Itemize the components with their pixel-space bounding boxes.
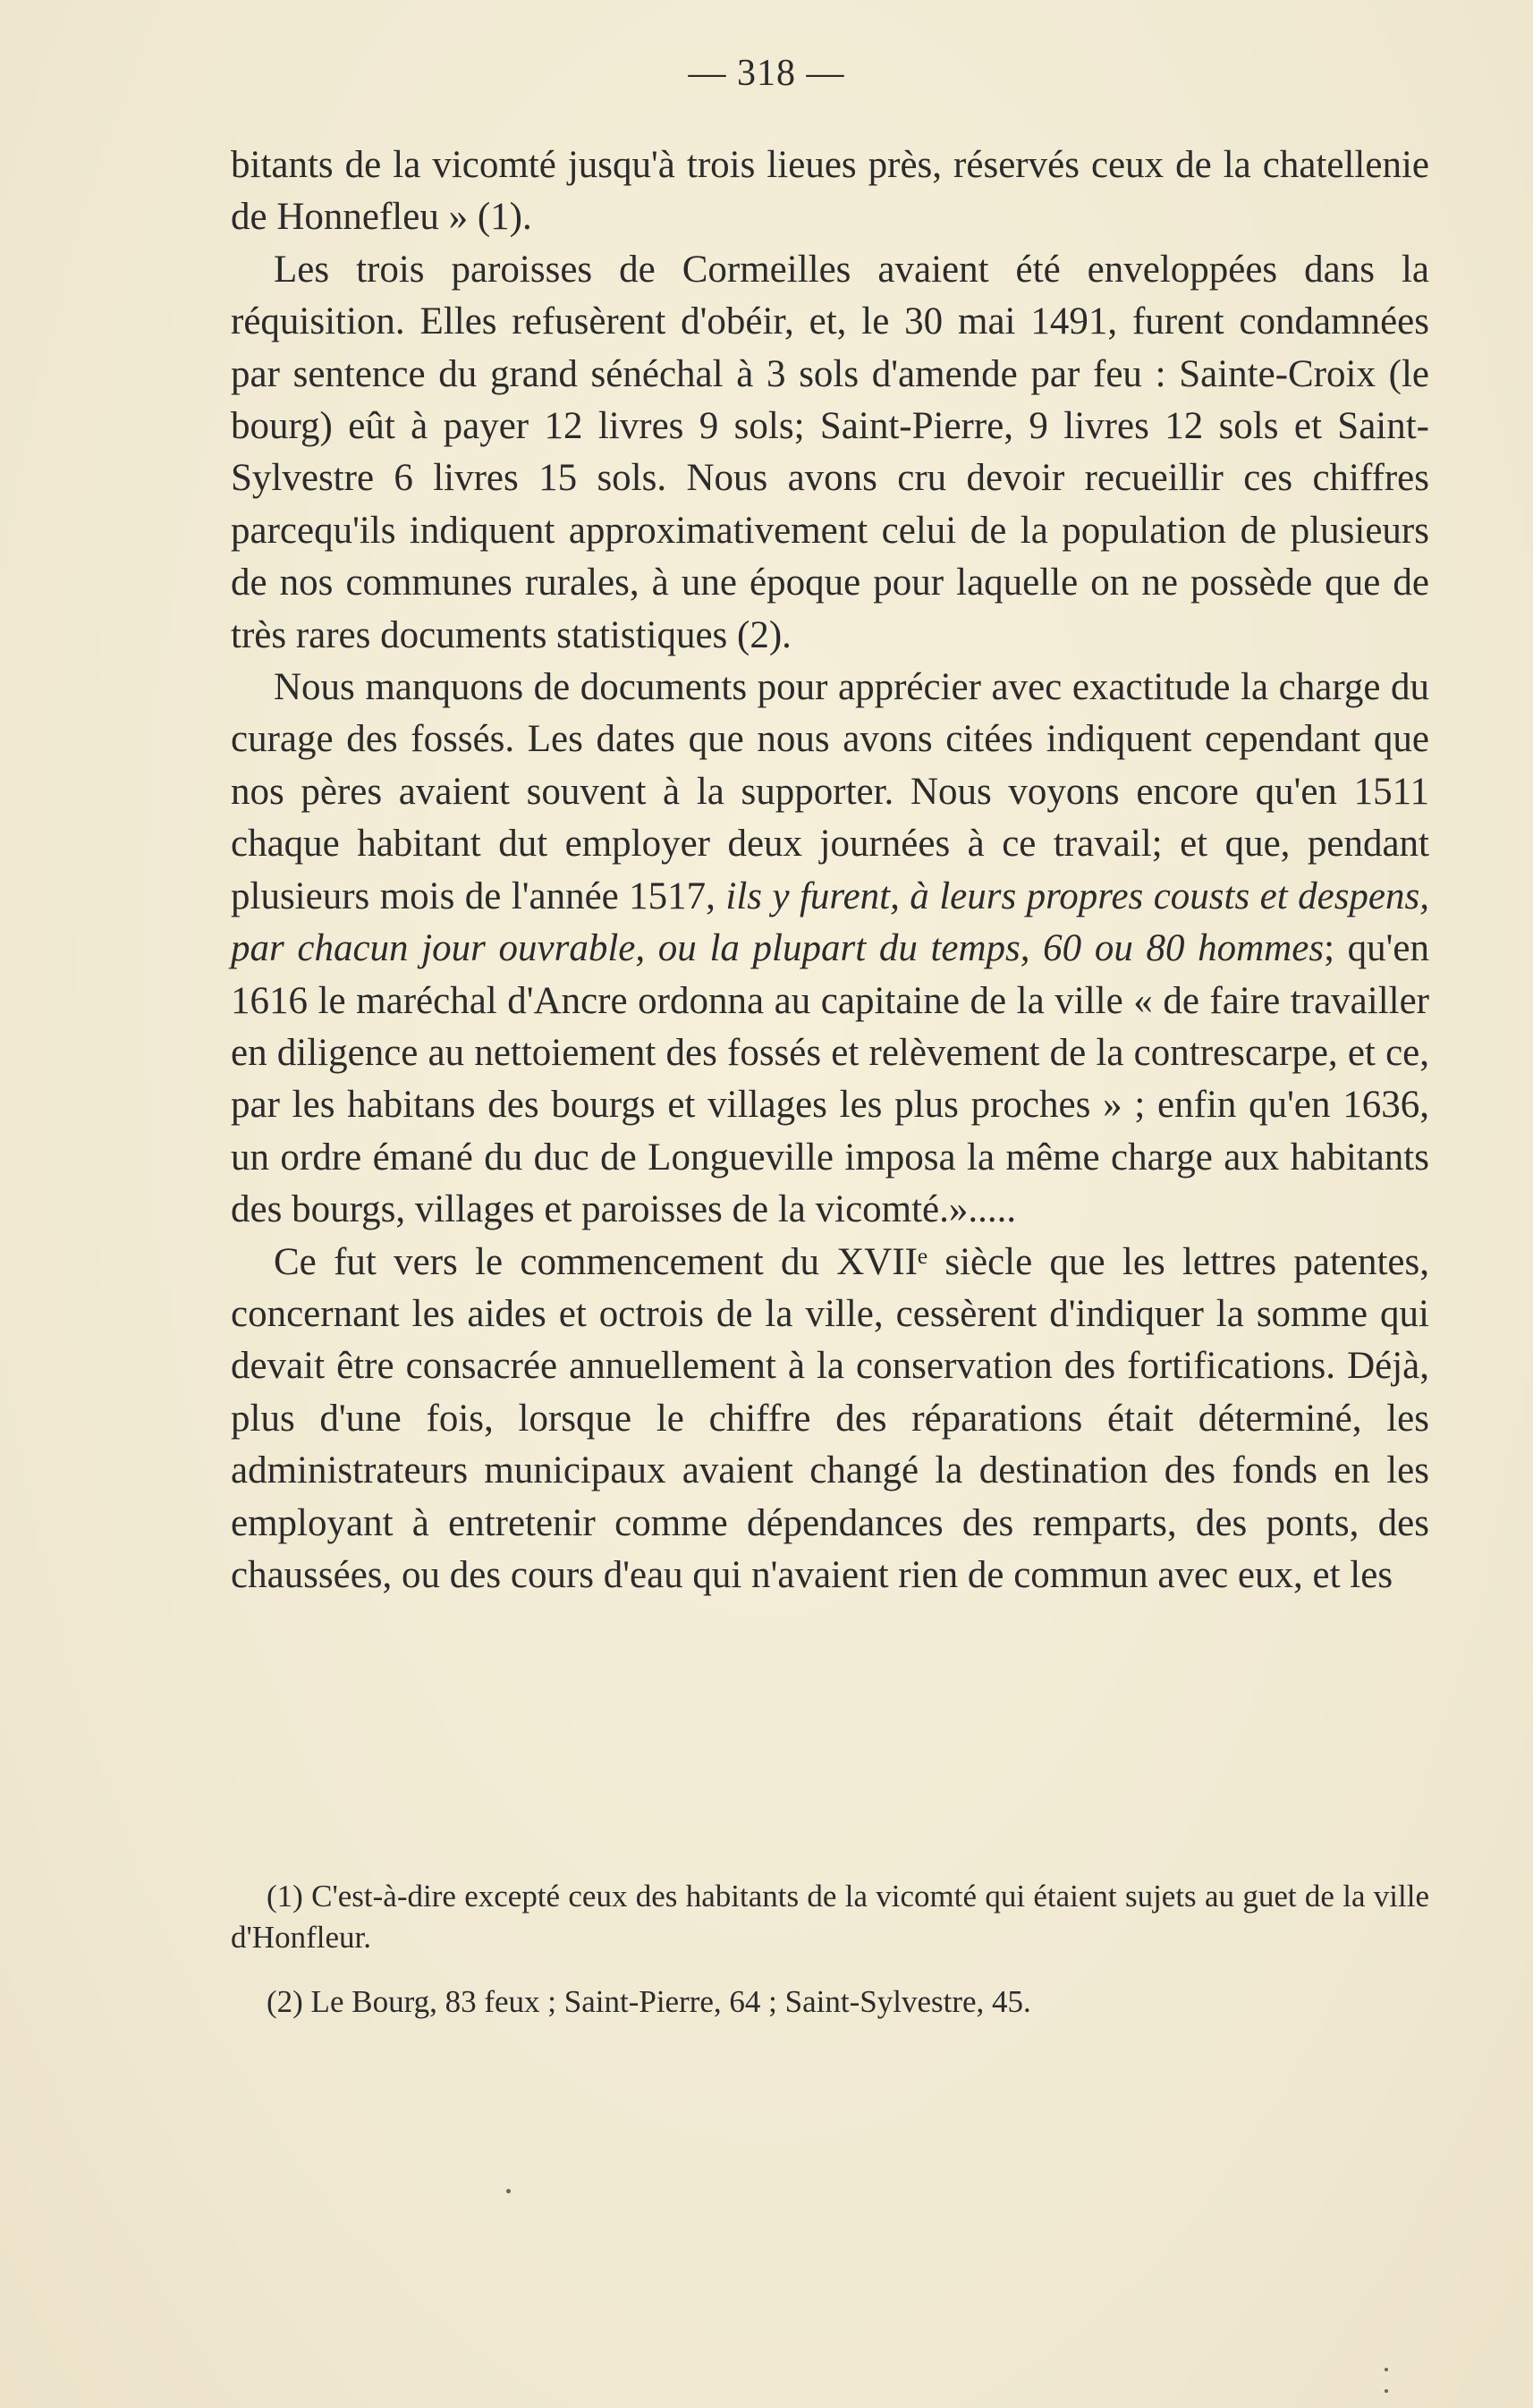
paragraph-3	[231, 662, 1429, 1236]
main-text	[231, 139, 1429, 1601]
paper-speck	[1385, 2368, 1388, 2371]
page-number: — 318 —	[688, 53, 845, 94]
paragraph-4: Ce fut vers le commencement du XVIIᵉ siècle que les lettres patentes, concernant les aides et octrois de la ville, cessèrent d'indiquer la somme qui devait être consacrée annuellement à la conservation des fortifications. Déjà, plus d'une fois, lorsque le chiffre des réparations était déterminé, les administrateurs municipaux avaient changé la destination des fonds en les employant à entretenir comme dépendances des remparts, des ponts, des chaussées, ou des cours d'eau qui n'avaient rien de commun avec eux, et les	[231, 1240, 1429, 1596]
paragraph-1: bitants de la vicomté jusqu'à trois lieues près, réservés ceux de la chatellenie de Honnefleu » (1).	[231, 144, 1429, 239]
paragraph-3-start: Nous manquons de documents pour apprécier avec exactitude la charge du curage des fossés. Les dates que nous avons citées indiquent cependant que nos pères avaient souvent à la supporter. Nous voyons encore qu'en 1511 chaque habitant dut employer deux journées à ce travail; et que, pendant plusieurs mois de l'année 1517,	[231, 666, 1429, 917]
paragraph-2: Les trois paroisses de Cormeilles avaient été enveloppées dans la réquisition. Elles refusèrent d'obéir, et, le 30 mai 1491, furent condamnées par sentence du grand sénéchal à 3 sols d'amende par feu : Sainte-Croix (le bourg) eût à payer 12 livres 9 sols; Saint-Pierre, 9 livres 12 sols et Saint-Sylvestre 6 livres 15 sols. Nous avons cru devoir recueillir ces chiffres parcequ'ils indiquent approximativement celui de la population de plusieurs de nos communes rurales, à une époque pour laquelle on ne possède que de très rares documents statistiques (2).	[231, 248, 1429, 656]
footnote-1: (1) C'est-à-dire excepté ceux des habitants de la vicomté qui étaient sujets au guet de la ville d'Honfleur.	[231, 1879, 1429, 1955]
paper-speck	[1385, 2389, 1388, 2393]
footnotes	[231, 1876, 1429, 2046]
paragraph-3-quote: ils y furent, à leurs propres cousts et despens, par chacun jour ouvrable, ou la plupart du temps, 60 ou 80 hommes	[231, 874, 1429, 970]
footnote-2: (2) Le Bourg, 83 feux ; Saint-Pierre, 64 ; Saint-Sylvestre, 45.	[267, 1984, 1031, 2019]
paragraph-3-end: ; qu'en 1616 le maréchal d'Ancre ordonna au capitaine de la ville « de faire travailler en diligence au nettoiement des fossés et relèvement de la contrescarpe, et ce, par les habitans des bourgs et villages les plus proches » ; enfin qu'en 1636, un ordre émané du duc de Longueville imposa la même charge aux habitants des bourgs, villages et paroisses de la vicomté.».....	[231, 927, 1429, 1231]
paper-speck	[506, 2189, 511, 2193]
